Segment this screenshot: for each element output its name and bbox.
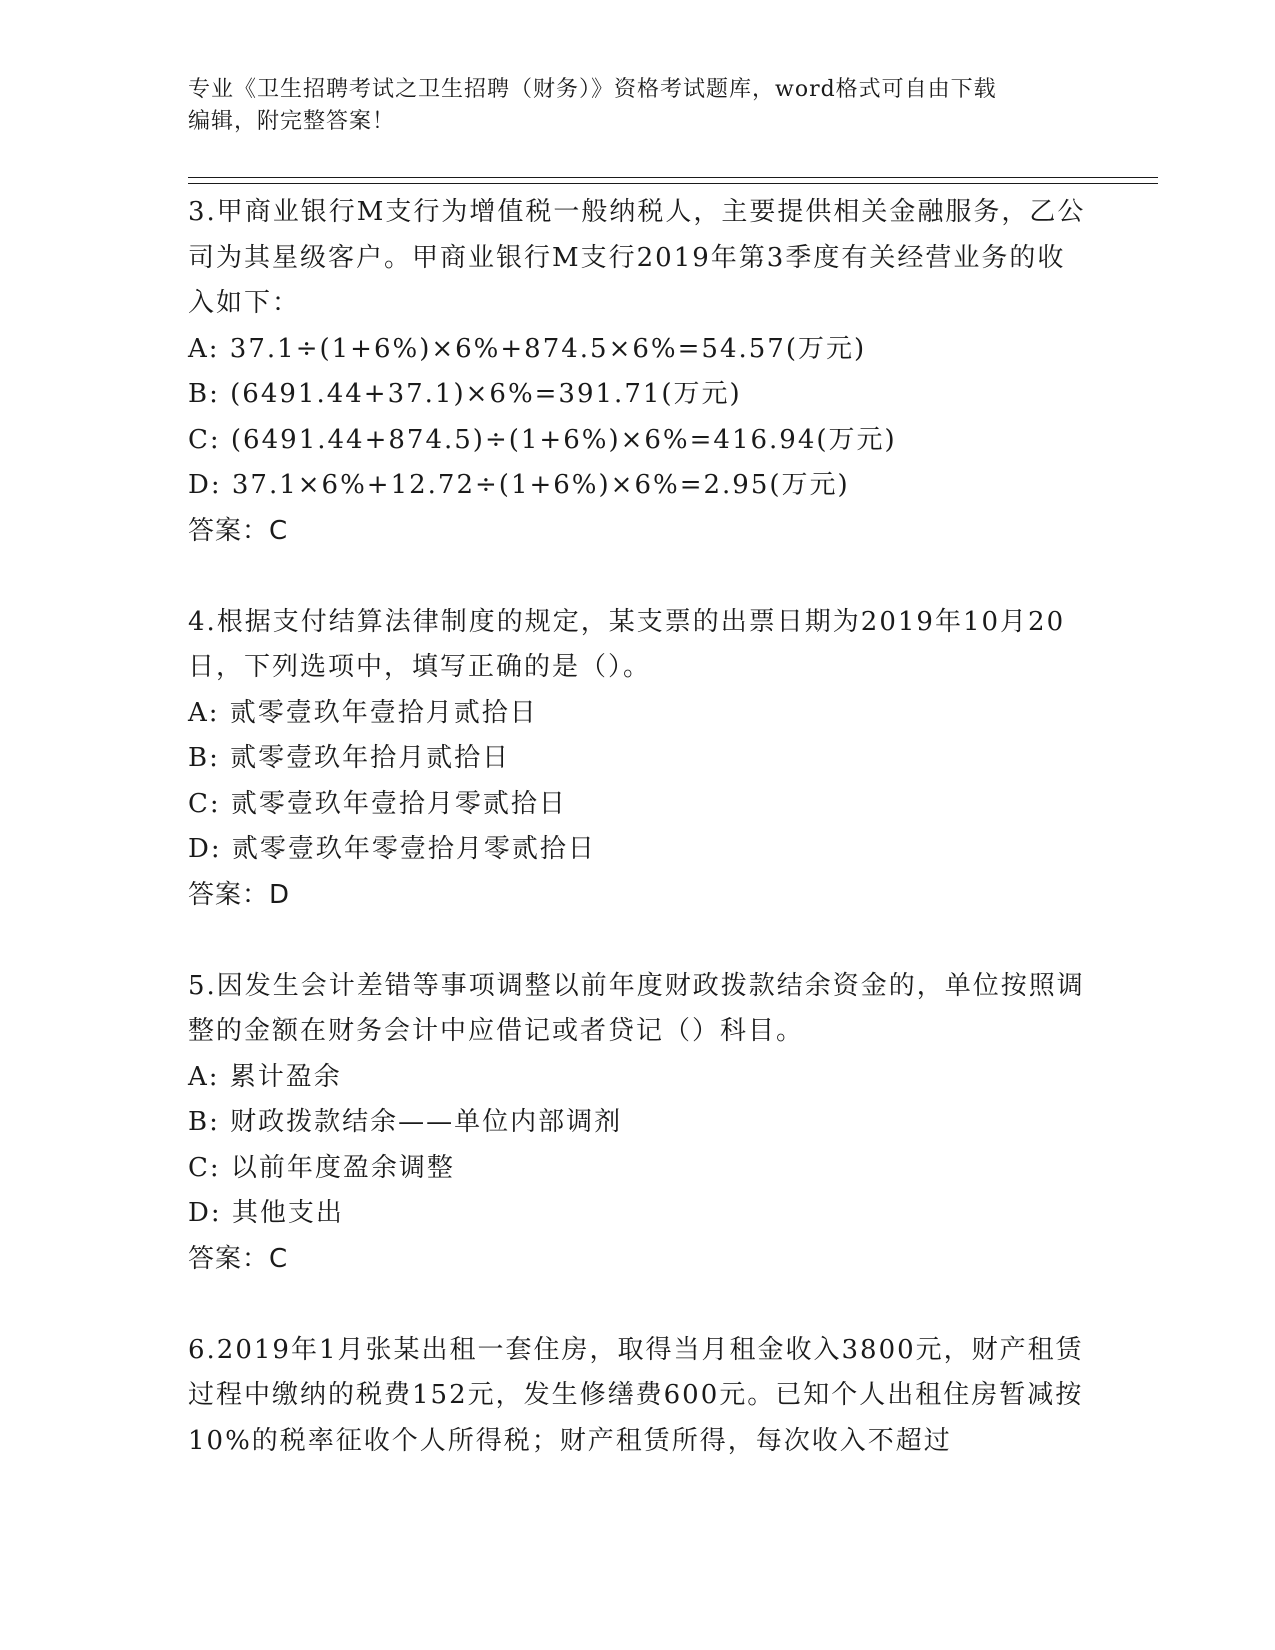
answer-label: 答案：C bbox=[188, 515, 289, 546]
question-spacer bbox=[188, 1282, 1088, 1328]
option-b: B: 财政拨款结余——单位内部调剂 bbox=[188, 1107, 623, 1137]
question-text: 4.根据支付结算法律制度的规定，某支票的出票日期为2019年10月20日，下列选项中，填写正确的是（）。 bbox=[188, 606, 1066, 682]
question-list bbox=[188, 190, 1088, 1464]
option-c: C: 以前年度盈余调整 bbox=[188, 1152, 455, 1183]
option-c: C: 贰零壹玖年壹拾月零贰拾日 bbox=[188, 788, 567, 819]
question-5 bbox=[188, 964, 1088, 1283]
question-3 bbox=[188, 190, 1088, 554]
question-spacer bbox=[188, 918, 1088, 964]
answer-label: 答案：C bbox=[188, 1243, 289, 1274]
question-text: 3.甲商业银行M支行为增值税一般纳税人，主要提供相关金融服务，乙公司为其星级客户。甲商业银行M支行2019年第3季度有关经营业务的收入如下： bbox=[188, 197, 1086, 318]
question-6 bbox=[188, 1328, 1088, 1465]
option-a: A: 累计盈余 bbox=[188, 1061, 342, 1092]
answer-label: 答案：D bbox=[188, 879, 291, 910]
header-line-2: 编辑，附完整答案！ bbox=[188, 109, 396, 134]
header-divider-bottom bbox=[188, 183, 1158, 184]
question-spacer bbox=[188, 554, 1088, 600]
option-d: D: 37.1×6%+12.72÷(1+6%)×6%=2.95(万元) bbox=[188, 470, 850, 500]
question-4 bbox=[188, 600, 1088, 919]
header-divider-top bbox=[188, 177, 1158, 178]
option-a: A: 37.1÷(1+6%)×6%+874.5×6%=54.57(万元) bbox=[188, 333, 867, 364]
document-header bbox=[188, 74, 1088, 138]
option-d: D: 贰零壹玖年零壹拾月零贰拾日 bbox=[188, 834, 596, 864]
option-c: C: (6491.44+874.5)÷(1+6%)×6%=416.94(万元) bbox=[188, 424, 897, 455]
option-b: B: 贰零壹玖年拾月贰拾日 bbox=[188, 743, 511, 773]
question-text: 5.因发生会计差错等事项调整以前年度财政拨款结余资金的，单位按照调整的金额在财务会计中应借记或者贷记（）科目。 bbox=[188, 970, 1085, 1046]
option-b: B: (6491.44+37.1)×6%=391.71(万元) bbox=[188, 379, 742, 409]
option-a: A: 贰零壹玖年壹拾月贰拾日 bbox=[188, 697, 538, 728]
question-text: 6.2019年1月张某出租一套住房，取得当月租金收入3800元，财产租赁过程中缴纳的税费152元，发生修缮费600元。已知个人出租住房暂减按10%的税率征收个人所得税；财产租赁所得，每次收入不超过 bbox=[188, 1334, 1084, 1456]
option-d: D: 其他支出 bbox=[188, 1198, 344, 1228]
header-line-1: 专业《卫生招聘考试之卫生招聘（财务）》资格考试题库，word格式可自由下载 bbox=[188, 77, 997, 102]
